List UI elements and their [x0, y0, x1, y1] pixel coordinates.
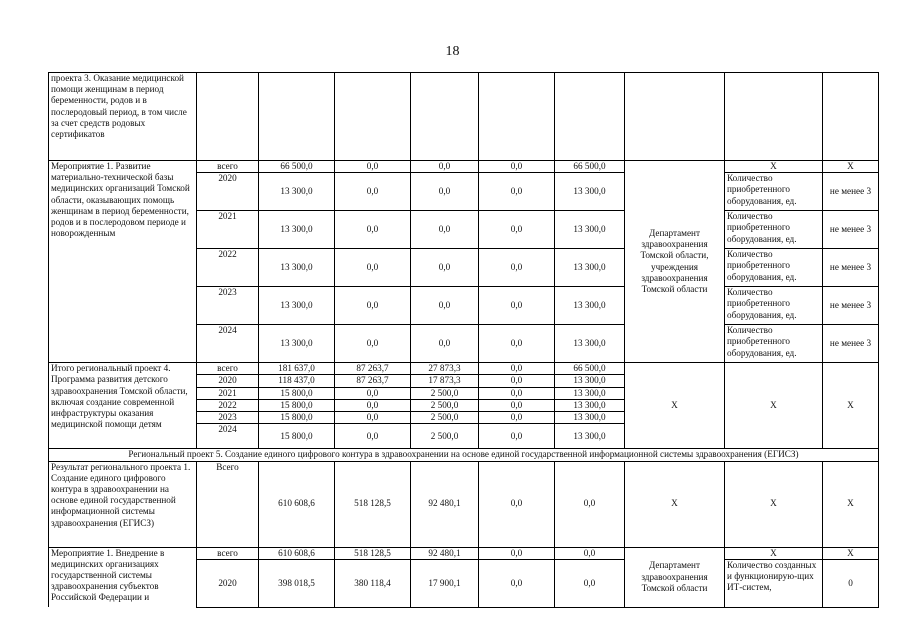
value-cell: 13 300,0 [259, 325, 335, 363]
empty-cell [625, 73, 725, 161]
section-header: Региональный проект 5. Создание единого цифрового контура в здравоохранении на основе единой государственной информационной системы здравоохранения (ЕГИСЗ) [49, 449, 879, 461]
value-cell: 0,0 [411, 173, 479, 211]
executor-cell: Х [625, 461, 725, 547]
value-cell: 518 128,5 [335, 547, 411, 559]
empty-cell [411, 73, 479, 161]
indicator-cell: Х [725, 363, 823, 449]
year-cell: всего [197, 547, 259, 559]
year-cell: 2020 [197, 375, 259, 387]
target-cell: Х [823, 363, 879, 449]
target-cell: Х [823, 161, 879, 173]
indicator-cell: Количество приобретенного оборудования, ед. [725, 211, 823, 249]
value-cell: 13 300,0 [555, 424, 625, 449]
year-cell: 2024 [197, 424, 259, 449]
budget-table [48, 72, 879, 608]
value-cell: 0,0 [335, 287, 411, 325]
year-cell: 2020 [197, 173, 259, 211]
value-cell: 66 500,0 [555, 363, 625, 375]
empty-cell [555, 73, 625, 161]
value-cell: 0,0 [335, 325, 411, 363]
value-cell: 13 300,0 [555, 249, 625, 287]
value-cell: 118 437,0 [259, 375, 335, 387]
value-cell: 0,0 [411, 325, 479, 363]
target-cell: не менее 3 [823, 249, 879, 287]
value-cell: 0,0 [479, 547, 555, 559]
value-cell: 13 300,0 [259, 211, 335, 249]
year-cell: Всего [197, 461, 259, 547]
value-cell: 0,0 [479, 363, 555, 375]
year-cell: 2023 [197, 287, 259, 325]
value-cell: 0,0 [479, 287, 555, 325]
value-cell: 13 300,0 [555, 412, 625, 424]
value-cell: 13 300,0 [555, 375, 625, 387]
year-cell: 2024 [197, 325, 259, 363]
value-cell: 87 263,7 [335, 375, 411, 387]
value-cell: 0,0 [335, 399, 411, 411]
target-cell: не менее 3 [823, 211, 879, 249]
value-cell: 66 500,0 [555, 161, 625, 173]
value-cell: 0,0 [335, 387, 411, 399]
value-cell: 2 500,0 [411, 387, 479, 399]
value-cell: 13 300,0 [555, 211, 625, 249]
value-cell: 92 480,1 [411, 461, 479, 547]
table-row [49, 73, 879, 161]
value-cell: 2 500,0 [411, 399, 479, 411]
value-cell: 0,0 [479, 399, 555, 411]
value-cell: 13 300,0 [555, 287, 625, 325]
value-cell: 17 873,3 [411, 375, 479, 387]
indicator-cell: Количество приобретенного оборудования, ед. [725, 173, 823, 211]
target-cell: Х [823, 547, 879, 559]
value-cell: 0,0 [335, 211, 411, 249]
indicator-cell: Х [725, 547, 823, 559]
value-cell: 0,0 [335, 161, 411, 173]
value-cell: 13 300,0 [259, 287, 335, 325]
indicator-cell: Х [725, 161, 823, 173]
value-cell: 0,0 [479, 211, 555, 249]
year-cell: 2020 [197, 559, 259, 607]
value-cell: 0,0 [479, 325, 555, 363]
value-cell: 13 300,0 [259, 249, 335, 287]
target-cell: не менее 3 [823, 173, 879, 211]
value-cell: 0,0 [479, 424, 555, 449]
value-cell: 0,0 [479, 375, 555, 387]
value-cell: 380 118,4 [335, 559, 411, 607]
value-cell: 610 608,6 [259, 547, 335, 559]
indicator-cell: Х [725, 461, 823, 547]
value-cell: 0,0 [335, 249, 411, 287]
row-label: Мероприятие 1. Внедрение в медицинских организациях государственной системы здравоохранения субъектов Российской Федерации и [49, 547, 197, 607]
executor-cell: Департамент здравоохранения Томской области [625, 547, 725, 607]
value-cell: 13 300,0 [555, 399, 625, 411]
year-cell: всего [197, 363, 259, 375]
indicator-cell: Количество приобретенного оборудования, ед. [725, 325, 823, 363]
value-cell: 0,0 [335, 412, 411, 424]
empty-cell [335, 73, 411, 161]
value-cell: 2 500,0 [411, 424, 479, 449]
year-cell: 2023 [197, 412, 259, 424]
row-label: Результат регионального проекта 1. Создание единого цифрового контура в здравоохранении на основе единой государственной информационной системы здравоохранения (ЕГИСЗ) [49, 461, 197, 547]
value-cell: 518 128,5 [335, 461, 411, 547]
value-cell: 0,0 [555, 461, 625, 547]
value-cell: 0,0 [479, 161, 555, 173]
value-cell: 13 300,0 [555, 325, 625, 363]
year-cell: 2021 [197, 387, 259, 399]
executor-cell: Х [625, 363, 725, 449]
year-cell: 2021 [197, 211, 259, 249]
year-cell: 2022 [197, 399, 259, 411]
value-cell: 0,0 [479, 461, 555, 547]
value-cell: 0,0 [479, 559, 555, 607]
empty-cell [725, 73, 823, 161]
value-cell: 66 500,0 [259, 161, 335, 173]
value-cell: 0,0 [479, 387, 555, 399]
row-label: проекта 3. Оказание медицинской помощи женщинам в период беременности, родов и в послеродовый период, в том числе за счет средств родовых сертификатов [49, 73, 197, 161]
value-cell: 87 263,7 [335, 363, 411, 375]
table-row [49, 449, 879, 461]
table-row [49, 461, 879, 547]
value-cell: 13 300,0 [259, 173, 335, 211]
target-cell: 0 [823, 559, 879, 607]
value-cell: 398 018,5 [259, 559, 335, 607]
page-number: 18 [445, 44, 460, 59]
value-cell: 0,0 [479, 412, 555, 424]
value-cell: 0,0 [335, 424, 411, 449]
value-cell: 0,0 [555, 547, 625, 559]
year-cell: 2022 [197, 249, 259, 287]
value-cell: 0,0 [479, 173, 555, 211]
year-cell: всего [197, 161, 259, 173]
value-cell: 0,0 [411, 287, 479, 325]
value-cell: 13 300,0 [555, 387, 625, 399]
target-cell: не менее 3 [823, 325, 879, 363]
value-cell: 92 480,1 [411, 547, 479, 559]
empty-cell [823, 73, 879, 161]
row-label: Итого региональный проект 4. Программа развития детского здравоохранения Томской области, включая создание современной инфраструктуры оказания медицинской помощи детям [49, 363, 197, 449]
value-cell: 0,0 [555, 559, 625, 607]
value-cell: 0,0 [411, 211, 479, 249]
value-cell: 27 873,3 [411, 363, 479, 375]
target-cell: не менее 3 [823, 287, 879, 325]
indicator-cell: Количество созданных и функционирую-щих ИТ-систем, [725, 559, 823, 607]
value-cell: 0,0 [335, 173, 411, 211]
table-row [49, 363, 879, 375]
indicator-cell: Количество приобретенного оборудования, ед. [725, 287, 823, 325]
value-cell: 17 900,1 [411, 559, 479, 607]
value-cell: 13 300,0 [555, 173, 625, 211]
value-cell: 610 608,6 [259, 461, 335, 547]
target-cell: Х [823, 461, 879, 547]
value-cell: 0,0 [411, 161, 479, 173]
empty-cell [479, 73, 555, 161]
table-row [49, 547, 879, 559]
value-cell: 0,0 [411, 249, 479, 287]
empty-cell [197, 73, 259, 161]
table-row [49, 161, 879, 173]
empty-cell [259, 73, 335, 161]
value-cell: 0,0 [479, 249, 555, 287]
value-cell: 15 800,0 [259, 399, 335, 411]
value-cell: 181 637,0 [259, 363, 335, 375]
value-cell: 15 800,0 [259, 387, 335, 399]
executor-cell: Департамент здравоохранения Томской области, учреждения здравоохранения Томской области [625, 161, 725, 363]
value-cell: 15 800,0 [259, 424, 335, 449]
value-cell: 2 500,0 [411, 412, 479, 424]
value-cell: 15 800,0 [259, 412, 335, 424]
indicator-cell: Количество приобретенного оборудования, ед. [725, 249, 823, 287]
row-label: Мероприятие 1. Развитие материально-технической базы медицинских организаций Томской области, оказывающих помощь женщинам в период беременности, родов и в послеродовом периоде и новорожденным [49, 161, 197, 363]
